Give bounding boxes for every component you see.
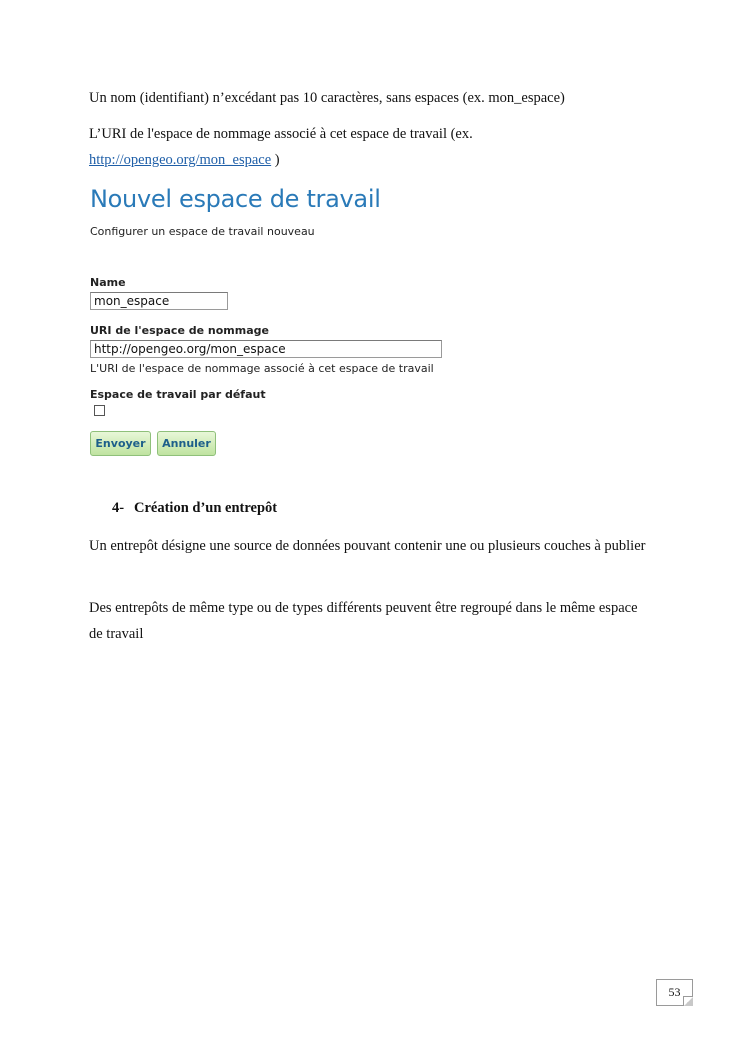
intro-paragraph-uri — [89, 121, 649, 173]
submit-button[interactable]: Envoyer — [90, 431, 151, 456]
workspace-form-screenshot — [89, 182, 469, 467]
uri-hint: L'URI de l'espace de nommage associé à cet espace de travail — [90, 362, 434, 375]
section-heading — [112, 500, 277, 517]
name-label: Name — [90, 276, 126, 289]
page-curl-icon — [683, 996, 693, 1006]
page-number: 53 — [668, 985, 681, 999]
page-number-box — [656, 979, 693, 1006]
default-workspace-checkbox[interactable] — [94, 405, 105, 416]
intro-uri-end: ) — [271, 152, 280, 168]
intro-uri-text: L’URI de l'espace de nommage associé à cet espace de travail (ex. — [89, 126, 473, 142]
form-subtitle: Configurer un espace de travail nouveau — [90, 225, 315, 238]
form-title: Nouvel espace de travail — [90, 185, 381, 213]
name-input[interactable] — [90, 292, 228, 310]
uri-input[interactable] — [90, 340, 442, 358]
cancel-button[interactable]: Annuler — [157, 431, 216, 456]
opengeo-link[interactable]: http://opengeo.org/mon_espace — [89, 152, 272, 168]
section-title: Création d’un entrepôt — [134, 500, 278, 516]
default-workspace-label: Espace de travail par défaut — [90, 388, 266, 401]
uri-label: URI de l'espace de nommage — [90, 324, 269, 337]
section-number: 4- — [112, 500, 125, 516]
intro-paragraph-name: Un nom (identifiant) n’excédant pas 10 caractères, sans espaces (ex. mon_espace) — [89, 90, 565, 106]
body-paragraph-1: Un entrepôt désigne une source de données pouvant contenir une ou plusieurs couches à publier — [89, 538, 646, 554]
body-paragraph-2: Des entrepôts de même type ou de types différents peuvent être regroupé dans le même espace de travail — [89, 600, 638, 642]
